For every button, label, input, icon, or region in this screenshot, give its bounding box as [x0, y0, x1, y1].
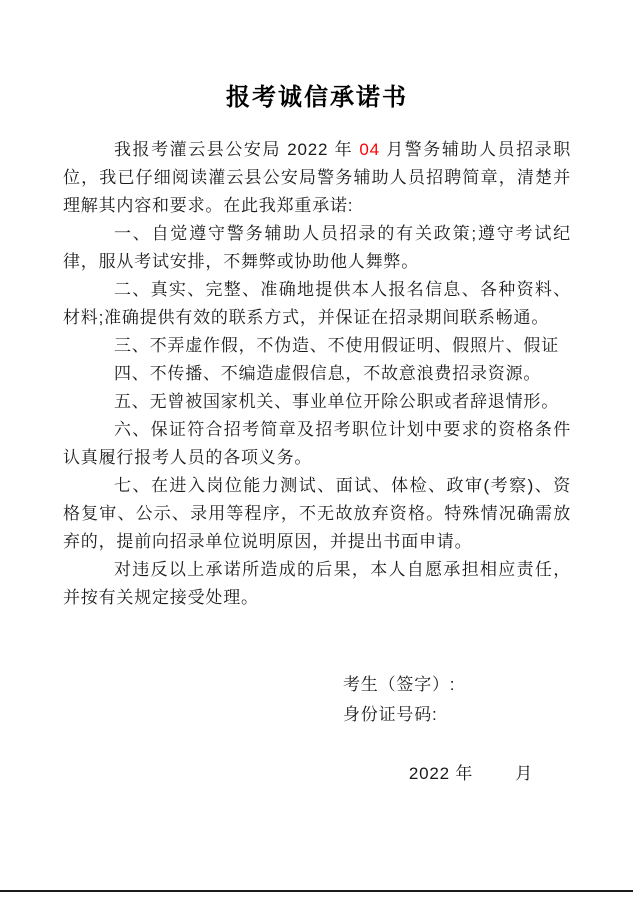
commitment-item-4: 四、不传播、不编造虚假信息，不故意浪费招录资源。: [114, 364, 542, 383]
commitment-item-6: 六、保证符合招考简章及招考职位计划中要求的资格条件认真履行报考人员的各项义务。: [63, 420, 571, 467]
paragraph-liability: 对违反以上承诺所造成的后果，本人自愿承担相应责任，并按有关规定接受处理。: [63, 560, 571, 607]
date-month: 月: [515, 764, 533, 783]
commitment-item-1: 一、自觉遵守警务辅助人员招录的有关政策;遵守考试纪律，服从考试安排，不舞弊或协助他人舞弊。: [63, 224, 571, 271]
commitment-item-3: 三、不弄虚作假，不伪造、不使用假证明、假照片、假证: [114, 336, 559, 355]
signer-label: 考生（签字）:: [343, 675, 456, 694]
intro-text-suffix: 月警务辅助人员招录职位，我已仔细阅读灌云县公安局警务辅助人员招聘简章，清楚并理解其内容和要求。在此我郑重承诺:: [63, 140, 571, 215]
intro-text-prefix: 我报考灌云县公安局 2022 年: [114, 140, 360, 159]
document-content: [63, 84, 571, 788]
commitment-item-5: 五、无曾被国家机关、事业单位开除公职或者辞退情形。: [114, 392, 559, 411]
id-number-label: 身份证号码:: [343, 705, 438, 724]
page-title: 报考诚信承诺书: [226, 85, 408, 111]
date-year: 2022 年: [408, 764, 474, 783]
commitment-item-2: 二、真实、完整、准确地提供本人报名信息、各种资料、材料;准确提供有效的联系方式，并保证在招录期间联系畅通。: [63, 280, 571, 327]
commitment-item-7: 七、在进入岗位能力测试、面试、体检、政审(考察)、资格复审、公示、录用等程序，不无故放弃资格。特殊情况确需放弃的，提前向招录单位说明原因，并提出书面申请。: [63, 476, 571, 551]
page-bottom-edge: [0, 890, 633, 892]
date-line: [63, 760, 571, 788]
signature-block: [343, 670, 571, 730]
recruit-month-highlight: 04: [359, 140, 380, 159]
paragraph-intro: [63, 136, 571, 220]
